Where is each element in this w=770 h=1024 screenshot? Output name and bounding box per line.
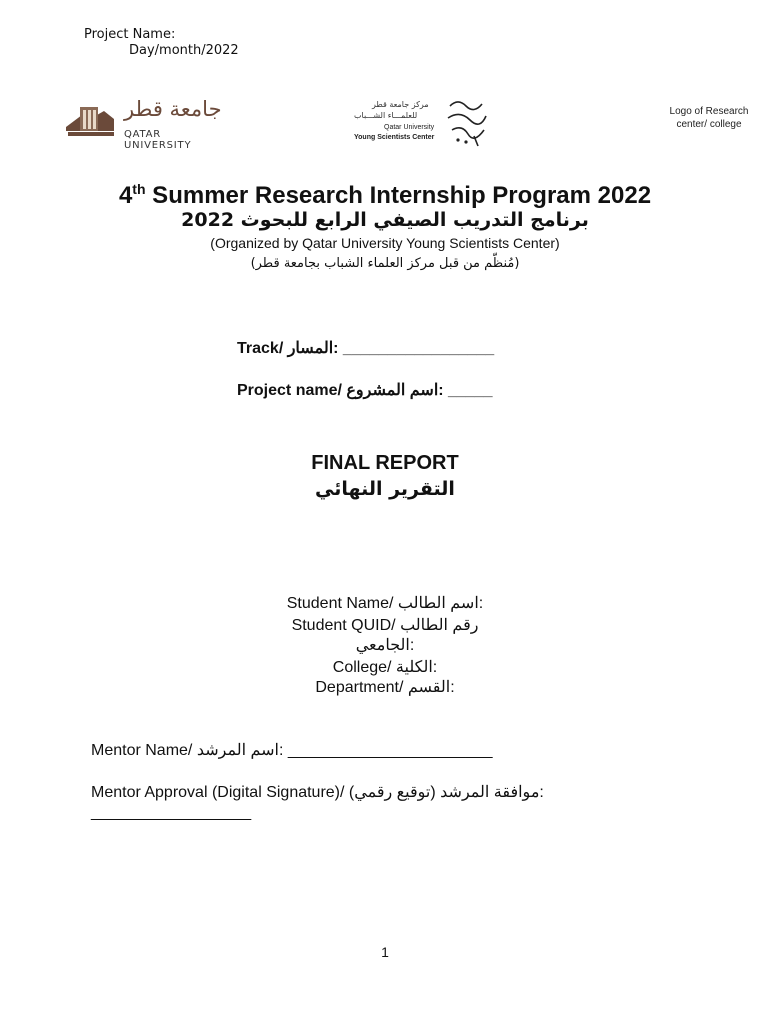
mentor-approval-field: Mentor Approval (Digital Signature)/ (توقيع رقمي) موافقة المرشد:	[91, 784, 544, 801]
student-quid-field: Student QUID/ رقم الطالب	[291, 617, 479, 634]
student-name-field: Student Name/ اسم الطالب:	[286, 595, 484, 612]
qu-logo-arabic: جامعة قطر	[124, 97, 222, 121]
page-number: 1	[381, 944, 389, 960]
student-quid-field-cont: الجامعي:	[355, 637, 415, 654]
calligraphy-mark-icon	[444, 96, 488, 148]
project-name-field: Project name/ اسم المشروع: _____	[237, 382, 493, 399]
research-center-logo-placeholder: Logo of Research center/ college	[669, 106, 749, 130]
final-report-title-english: FINAL REPORT	[311, 452, 459, 474]
track-field: Track/ المسار: _________________	[237, 340, 495, 357]
mentor-name-field: Mentor Name/ اسم المرشد: _______________________	[91, 742, 493, 759]
qu-emblem-icon	[64, 101, 116, 139]
college-field: College/ الكلية:	[332, 659, 438, 676]
ysc-logo-arabic-1: مركز جامعة قطر	[372, 100, 429, 109]
date-label: Day/month/2022	[129, 43, 239, 58]
program-title-english: 4th Summer Research Internship Program 2022	[118, 181, 652, 209]
program-title-arabic: برنامج التدريب الصيفي الرابع للبحوث 2022	[181, 209, 589, 231]
final-report-title-arabic: التقرير النهائي	[315, 478, 455, 500]
mentor-signature-line: __________________	[91, 804, 252, 821]
project-name-label: Project Name:	[84, 27, 176, 42]
organizer-english: (Organized by Qatar University Young Scientists Center)	[210, 235, 560, 251]
qu-logo-english: QATAR UNIVERSITY	[124, 129, 192, 151]
qatar-university-logo	[64, 97, 224, 151]
ysc-logo-arabic-2: للعلمـــاء الشـــباب	[354, 111, 418, 120]
ysc-logo-english-2: Young Scientists Center	[354, 134, 435, 141]
organizer-arabic: (مُنظّم من قبل مركز العلماء الشباب بجامعة قطر)	[250, 256, 520, 271]
ysc-logo-english-1: Qatar University	[384, 124, 435, 131]
department-field: Department/ القسم:	[315, 679, 455, 696]
young-scientists-center-logo	[352, 96, 492, 148]
